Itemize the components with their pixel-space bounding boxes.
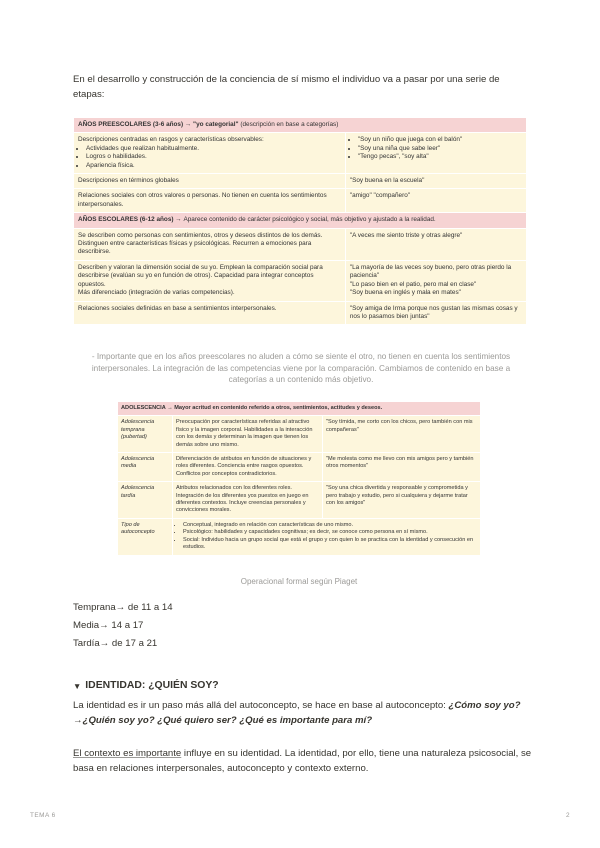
table-header-school: AÑOS ESCOLARES (6-12 años) → Aparece contenido de carácter psicológico y social, más objetivo y ajustado a la realidad.: [74, 213, 527, 228]
table-cell: [345, 133, 526, 174]
table-cell: Relaciones sociales definidas en base a sentimientos interpersonales.: [74, 301, 346, 325]
page-number: 2: [566, 812, 570, 819]
table-cell: "amigo" "compañero": [345, 189, 526, 213]
list-item: • Actividades que realizan habitualmente.: [86, 145, 341, 153]
table-cell: "Soy una chica divertida y responsable y comprometida y pero trabajo y estudio, pero si cualquiera y dejarme tratar con los amigos": [323, 482, 481, 519]
table-cell: "Soy tímida, me corto con los chicos, pero también con mis compañeras": [323, 416, 481, 453]
triangle-down-icon: ▼: [73, 680, 82, 691]
table-cell: Descripciones en términos globales: [74, 174, 346, 189]
table-cell: [173, 518, 481, 555]
preschool-school-table: [73, 117, 527, 325]
table-header-preschool: AÑOS PREESCOLARES (3-6 años) → "yo categorial" (descripción en base a categorías): [74, 118, 527, 133]
table-cell: Describen y valoran la dimensión social de su yo. Emplean la comparación social para describirse (evalúan su yo en función de otros). Capacidad para integrar conceptos opuestos. Más diferenciado (integración de varias competencias).: [74, 260, 346, 301]
toggle-heading-label: IDENTIDAD: ¿QUIÉN SOY?: [85, 680, 219, 691]
table-cell: "Me molesta como me llevo con mis amigos pero y también otros momentos": [323, 453, 481, 482]
row-label: Adolescencia tardía: [118, 482, 173, 519]
table-cell: Preocupación por características referidas al atractivo físico y la imagen corporal. Habilidades a la interacción con los demás y determinan la imagen que tienen los demás sobre uno mismo.: [173, 416, 323, 453]
row-label: Adolescencia media: [118, 453, 173, 482]
list-item: • "Tengo pecas", "soy alta": [358, 153, 522, 161]
toggle-heading-identity[interactable]: [73, 680, 219, 691]
table-cell: "Soy buena en la escuela": [345, 174, 526, 189]
table-cell: "La mayoría de las veces soy bueno, pero otras pierdo la paciencia" "Lo paso bien en el patio, pero mal en clase" "Soy buena en inglés y mala en mates": [345, 260, 526, 301]
intro-paragraph: En el desarrollo y construcción de la conciencia de sí mismo el individuo va a pasar por una serie de etapas:: [73, 74, 500, 100]
list-item: • Psicológico: habilidades y capacidades cognitivas; es decir, se conoce como persona en sí mismo.: [183, 529, 477, 536]
row-label: Tipo de autoconcepto: [118, 518, 173, 555]
table-cell: "Soy amiga de Irma porque nos gustan las mismas cosas y nos lo pasamos bien juntas": [345, 301, 526, 325]
list-item: • "Soy un niño que juega con el balón": [358, 136, 522, 144]
image-caption: - Importante que en los años preescolares no aluden a cómo se siente el otro, no tienen en cuenta los sentimientos interpersonales. La integración de las competencias viene por la comparación. Cambiamos de contenido en base a categorías a un contenido más objetivo.: [91, 352, 511, 385]
list-item: • Social: Individuo hacia un grupo social que está el grupo y con quien lo se practica con la identidad y consecución en estudios.: [183, 537, 477, 552]
row-label: Adolescencia temprana (pubertad): [118, 416, 173, 453]
context-paragraph: El contexto es importante influye en su identidad. La identidad, por ello, tiene una naturaleza psicosocial, se basa en relaciones interpersonales, autoconcepto y contexto externo.: [73, 748, 532, 774]
table-cell: Descripciones centradas en rasgos y características observables: • Actividades que realizan habitualmente. • Logros o habilidades. • Apariencia física.: [74, 133, 346, 174]
image-caption: Operacional formal según Piaget: [240, 577, 358, 586]
stage-middle: Media→ 14 a 17: [73, 620, 144, 631]
list-item: • Logros o habilidades.: [86, 153, 341, 161]
list-item: • Apariencia física.: [86, 162, 341, 170]
list-item: • Conceptual, integrado en relación con características de uno mismo.: [183, 522, 477, 529]
identity-paragraph: La identidad es ir un paso más allá del autoconcepto, se hace en base al autoconcepto: ¿Cómo soy yo? →¿Quién soy yo? ¿Qué quiero ser? ¿Qué es importante para mí?: [73, 700, 521, 726]
table-cell: Se describen como personas con sentimientos, otros y deseos distintos de los demás. Distinguen entre características físicas y psicológicas. Recurren a emociones para describirse.: [74, 228, 346, 260]
footer-section: TEMA 6: [30, 812, 56, 819]
stage-late: Tardía→ de 17 a 21: [73, 638, 158, 649]
list-item: • "Soy una niña que sabe leer": [358, 145, 522, 153]
table-cell: Relaciones sociales con otros valores o personas. No tienen en cuenta los sentimientos interpersonales.: [74, 189, 346, 213]
table-cell: Atributos relacionados con los diferentes roles. Integración de los diferentes yos puestos en juego en diferentes contextos. Incluye creencias personales y convicciones morales.: [173, 482, 323, 519]
adolescence-table: [117, 401, 481, 556]
table-header-adolescence: ADOLESCENCIA → Mayor acritud en contenido referido a otros, sentimientos, actitudes y deseos.: [118, 402, 481, 416]
stage-early: Temprana→ de 11 a 14: [73, 602, 173, 613]
table-cell: Diferenciación de atributos en función de situaciones y roles diferentes. Conciencia entre rasgos opuestos. Conflictos por conceptos contradictorios.: [173, 453, 323, 482]
table-cell: "A veces me siento triste y otras alegre": [345, 228, 526, 260]
